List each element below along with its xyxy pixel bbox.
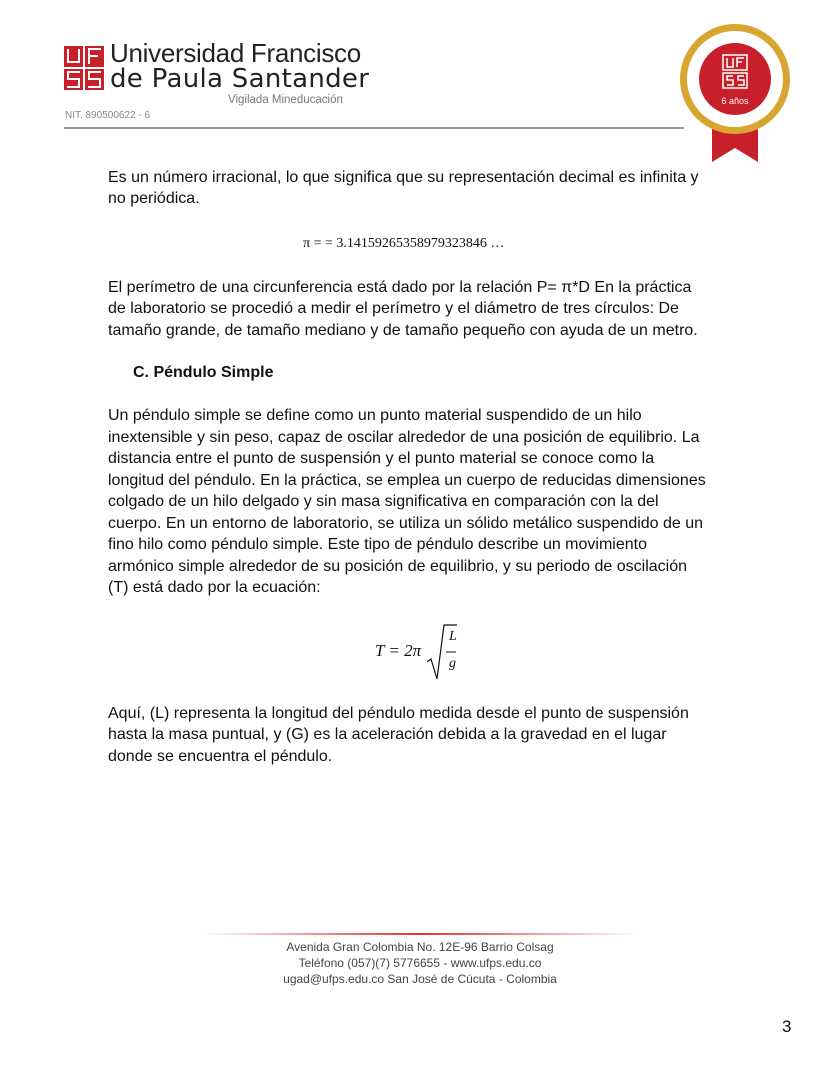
text-line: tamaño grande, de tamaño mediano y de tamaño pequeño con ayuda de un metro. [108,322,698,339]
equation-lhs: T = 2π [375,641,422,660]
footer-address: Avenida Gran Colombia No. 12E-96 Barrio Colsag [286,940,554,954]
accreditation-seal-icon [678,22,793,162]
text-line: cuerpo. En un entorno de laboratorio, se utiliza un sólido metálico suspendido de un [108,515,704,532]
text-line: Un péndulo simple se define como un punto material suspendido de un hilo [108,407,642,424]
text-line: El perímetro de una circunferencia está dado por la relación P= π*D En la práctica [108,279,692,296]
text-line: hasta la masa puntual, y (G) es la aceleración debida a la gravedad en el lugar [108,726,667,743]
pi-equation: π = = 3.14159265358979323846 … [303,236,505,251]
footer-divider [200,933,640,935]
text-line: Es un número irracional, lo que significa que su representación decimal es infinita y [108,169,699,186]
text-line: donde se encuentra el péndulo. [108,748,333,765]
text-line: armónico simple alrededor de su posición de equilibrio, y su periodo de oscilación [108,558,687,575]
text-line: (T) está dado por la ecuación: [108,579,321,596]
page-number: 3 [782,1017,792,1036]
text-line: no periódica. [108,190,200,207]
nit-label: NIT. 890500622 - 6 [65,110,151,121]
period-equation [375,622,475,682]
text-line: fino hilo como péndulo simple. Este tipo de péndulo describe un movimiento [108,536,647,553]
text-line: distancia entre el punto de suspensión y el punto material se conoce como la [108,450,655,467]
text-line: inextensible y sin peso, capaz de oscilar alrededor de una posición de equilibrio. La [108,429,700,446]
footer [200,885,650,1005]
seal-years: 6 años [721,96,749,106]
footer-email-city: ugad@ufps.edu.co San José de Cúcuta - Colombia [283,972,557,986]
text-line: Aquí, (L) representa la longitud del péndulo medida desde el punto de suspensión [108,705,689,722]
equation-denominator: g [449,656,456,671]
text-line: longitud del péndulo. En la práctica, se emplea un cuerpo de reducidas dimensiones [108,472,706,489]
university-name-line1: Universidad Francisco [110,38,361,68]
text-line: de laboratorio se procedió a medir el perímetro y el diámetro de tres círculos: De [108,300,679,317]
ufps-logo-icon [64,46,104,90]
text-line: colgado de un hilo delgado y sin masa significativa en comparación con la del [108,493,659,510]
equation-numerator: L [449,629,457,644]
section-heading: C. Péndulo Simple [133,364,274,381]
university-name-line2: de Paula Santander [110,64,370,94]
header-divider [64,127,684,129]
vigilada-label: Vigilada Mineducación [228,94,343,106]
footer-phone-web: Teléfono (057)(7) 5776655 - www.ufps.edu.co [298,956,542,970]
